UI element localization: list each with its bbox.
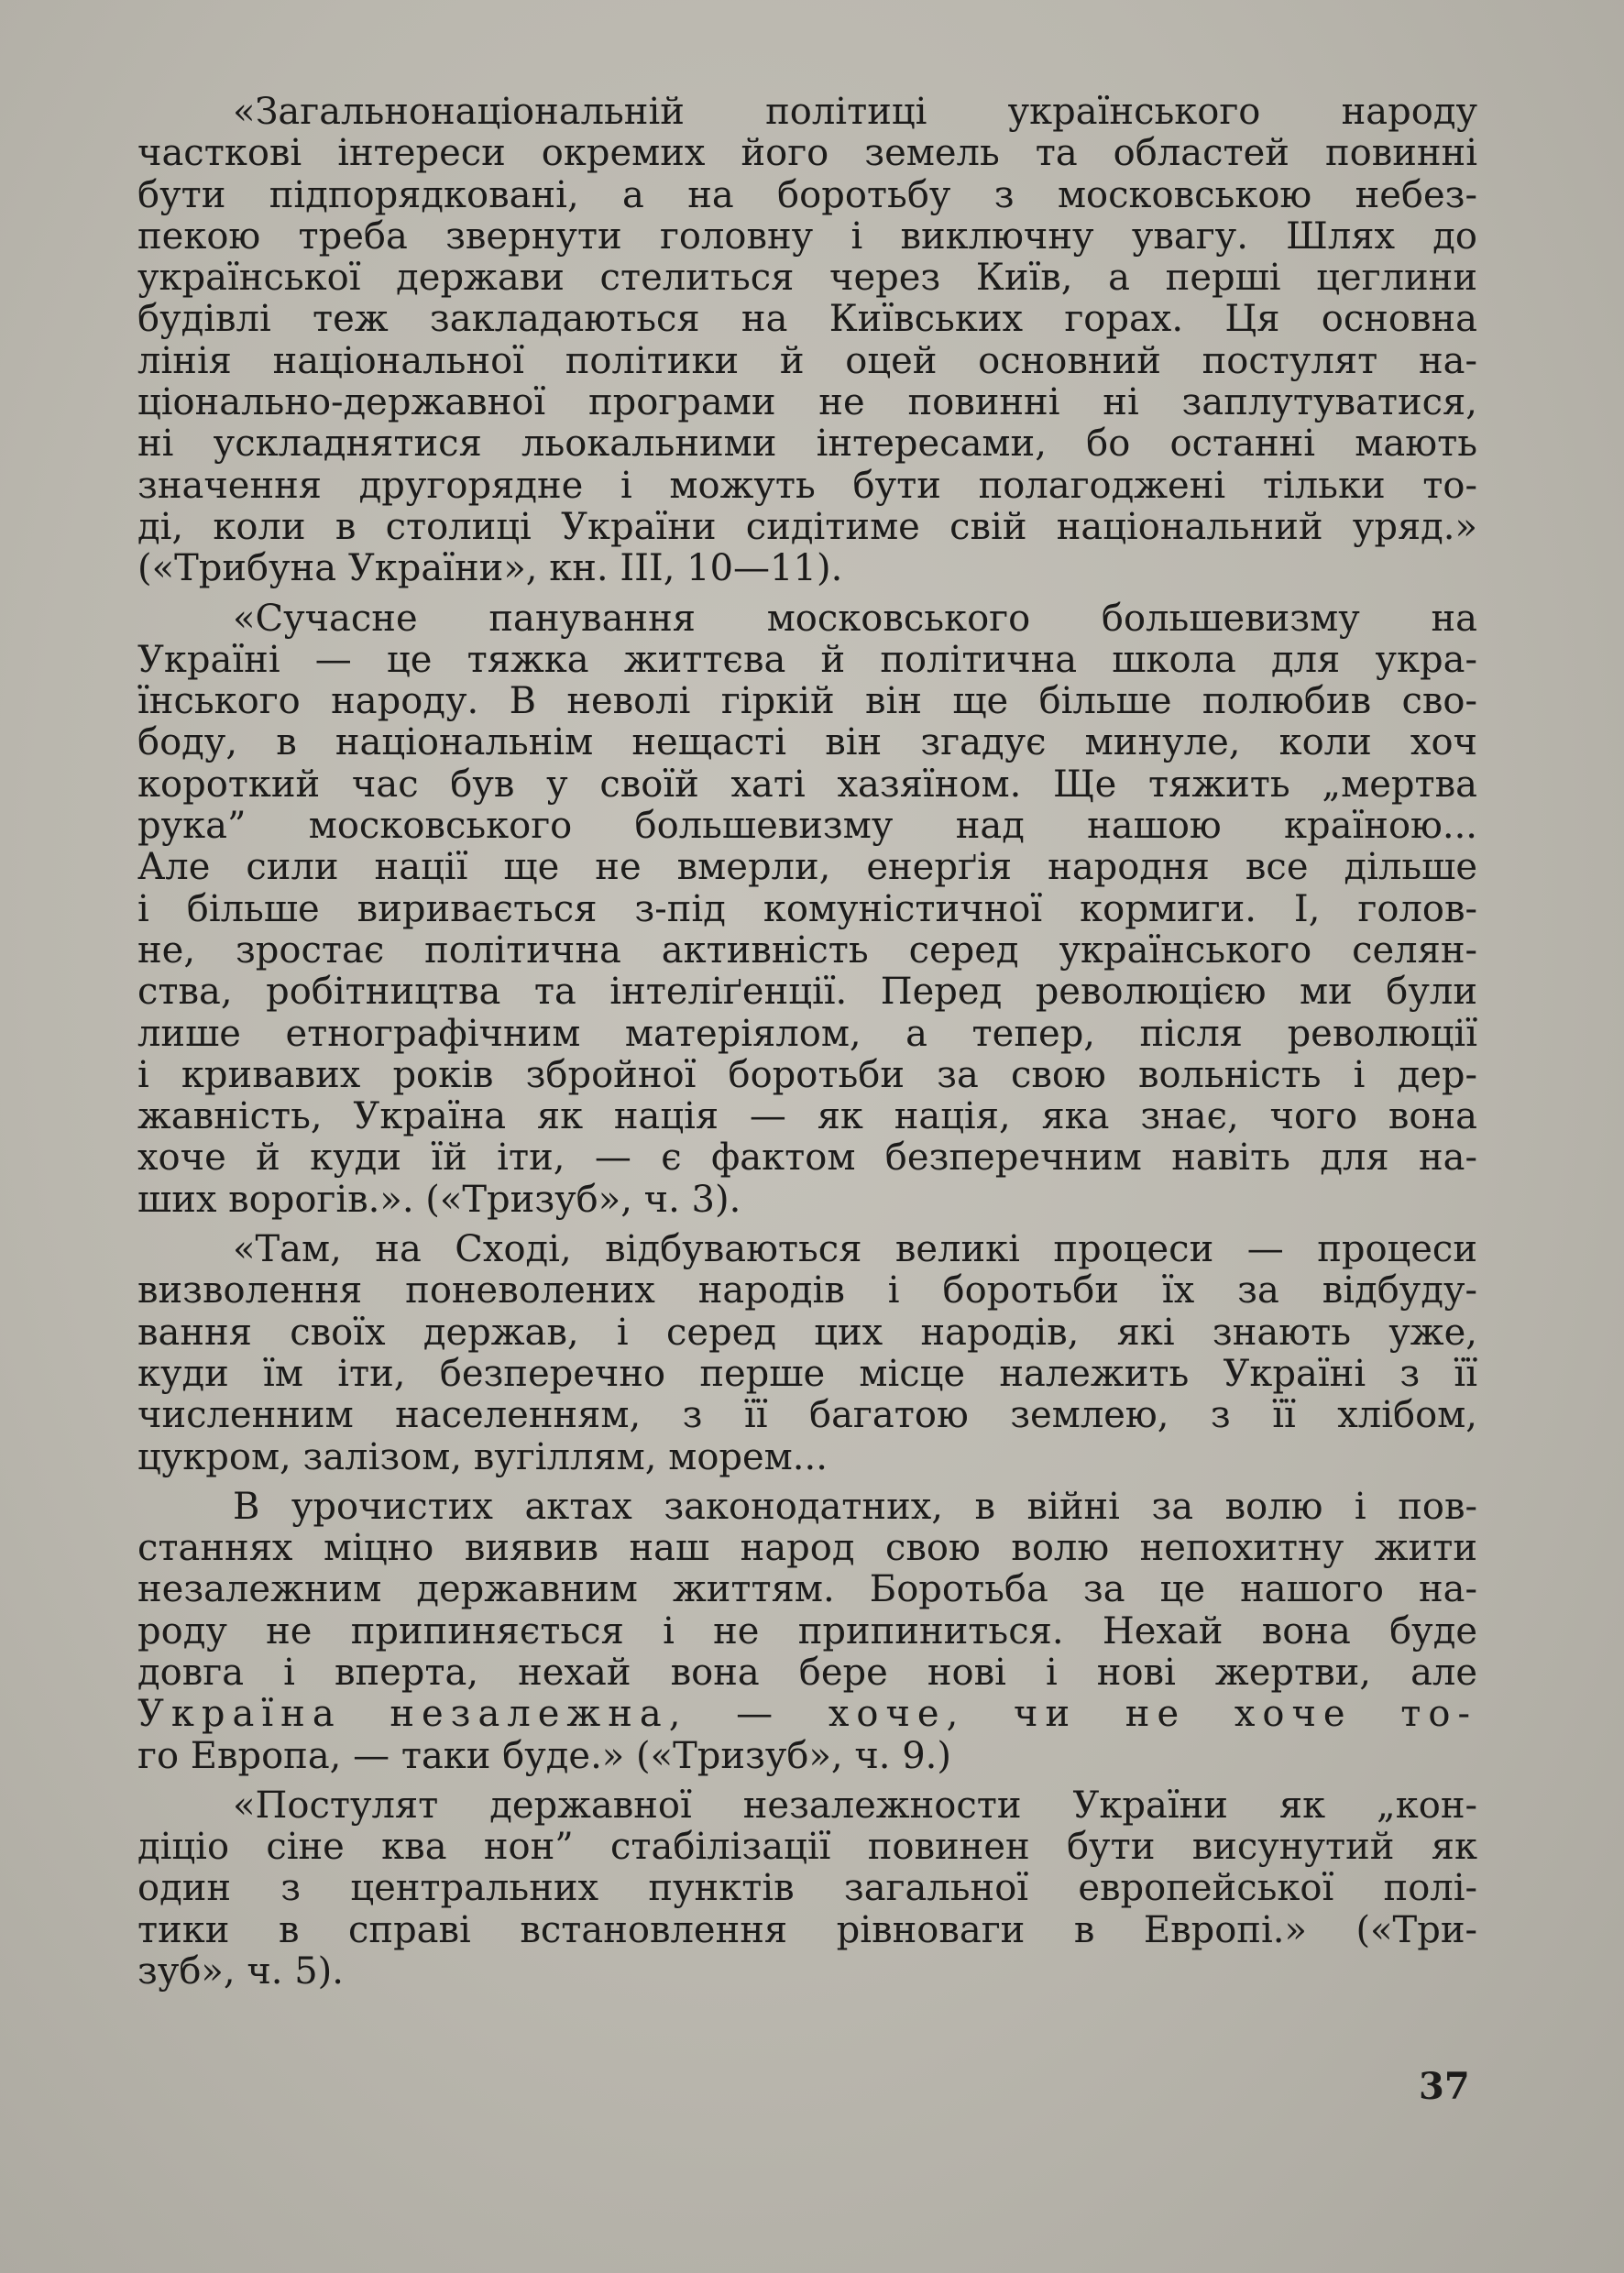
text-line: ціонально-державної програми не повинні ні заплутуватися,	[137, 381, 1477, 424]
text-line: пекою треба звернути головну і виключну увагу. Шлях до	[137, 214, 1477, 258]
text-line: «Постулят державної незалежности України як „кон-	[233, 1784, 1477, 1827]
text-line: і кривавих років збройної боротьби за свою вольність і дер-	[137, 1053, 1477, 1096]
text-line: не, зростає політична активність серед українського селян-	[137, 928, 1477, 972]
text-line: («Трибуна України», кн. III, 10—11).	[137, 547, 843, 590]
text-line: цукром, залізом, вугіллям, морем...	[137, 1435, 828, 1478]
text-line: зуб», ч. 5).	[137, 1950, 344, 1993]
text-line: ні ускладнятися льокальними інтересами, бо останні мають	[137, 423, 1477, 466]
paragraph-1	[137, 92, 1477, 590]
text-line: В урочистих актах законодатних, в війні за волю і пов-	[233, 1485, 1477, 1528]
text-line: діціо сіне ква нон” стабілізації повинен бути висунутий як	[137, 1826, 1477, 1869]
text-line: хоче й куди їй іти, — є фактом безперечним навіть для на-	[137, 1136, 1477, 1180]
paragraph-5	[137, 1785, 1477, 1993]
text-line: ді, коли в столиці України сидітиме свій національний уряд.»	[137, 505, 1477, 548]
text-line: лінія національної політики й оцей основний постулят на-	[137, 339, 1477, 382]
paragraph-3	[137, 1229, 1477, 1478]
text-line: будівлі теж закладаються на Київських горах. Ця основна	[137, 298, 1477, 341]
text-line: тики в справі встановлення рівноваги в Европі.» («Три-	[137, 1908, 1477, 1951]
text-line: короткий час був у своїй хаті хазяїном. Ще тяжить „мертва	[137, 763, 1477, 806]
text-line: і більше виривається з-під комуністичної кормиги. І, голов-	[137, 887, 1477, 930]
text-line: куди їм іти, безперечно перше місце належить Україні з її	[137, 1352, 1477, 1395]
page-number: 37	[1419, 2065, 1470, 2108]
text-line: «Сучасне панування московського большевизму на	[233, 597, 1477, 640]
text-line: го Европа, — таки буде.» («Тризуб», ч. 9.)	[137, 1734, 951, 1777]
text-line: часткові інтереси окремих його земель та областей повинні	[137, 132, 1477, 175]
text-line-spaced: Україна незалежна, — хоче, чи не хоче то-	[137, 1693, 1477, 1736]
text-line: роду не припиняється і не припиниться. Нехай вона буде	[137, 1609, 1477, 1653]
text-line: їнського народу. В неволі гіркій він ще більше полюбив сво-	[137, 680, 1477, 723]
text-line: вання своїх держав, і серед цих народів, які знають уже,	[137, 1311, 1477, 1354]
paragraph-2	[137, 598, 1477, 1221]
text-line: незалежним державним життям. Боротьба за це нашого на-	[137, 1568, 1477, 1611]
main-text	[137, 92, 1477, 2001]
text-line: численним населенням, з її багатою землею, з її хлібом,	[137, 1394, 1477, 1437]
text-line: жавність, Україна як нація — як нація, яка знає, чого вона	[137, 1095, 1477, 1138]
text-line: української держави стелиться через Київ, а перші цеглини	[137, 257, 1477, 300]
text-line: один з центральних пунктів загальної европейської полі-	[137, 1867, 1477, 1910]
text-line: Україні — це тяжка життєва й політична школа для укра-	[137, 638, 1477, 681]
text-line: рука” московського большевизму над нашою країною...	[137, 805, 1477, 848]
text-line: довга і вперта, нехай вона бере нові і нові жертви, але	[137, 1651, 1477, 1694]
paragraph-4	[137, 1487, 1477, 1777]
text-line: боду, в національнім нещасті він згадує минуле, коли хоч	[137, 721, 1477, 764]
text-line: Але сили нації ще не вмерли, енерґія народня все дільше	[137, 846, 1477, 889]
text-line: «Загальнонаціональній політиці українського народу	[233, 91, 1477, 133]
text-line: ства, робітництва та інтеліґенції. Перед революцією ми були	[137, 971, 1477, 1014]
text-line: визволення поневолених народів і боротьби їх за відбуду-	[137, 1269, 1477, 1312]
text-line: лише етнографічним матеріялом, а тепер, після революції	[137, 1012, 1477, 1055]
text-line: бути підпорядковані, а на боротьбу з московською небез-	[137, 173, 1477, 216]
text-line: «Там, на Сході, відбуваються великі процеси — процеси	[233, 1228, 1477, 1271]
text-line: станнях міцно виявив наш народ свою волю непохитну жити	[137, 1527, 1477, 1570]
text-line: значення другорядне і можуть бути полагоджені тільки то-	[137, 464, 1477, 507]
text-line: ших ворогів.». («Тризуб», ч. 3).	[137, 1178, 741, 1221]
